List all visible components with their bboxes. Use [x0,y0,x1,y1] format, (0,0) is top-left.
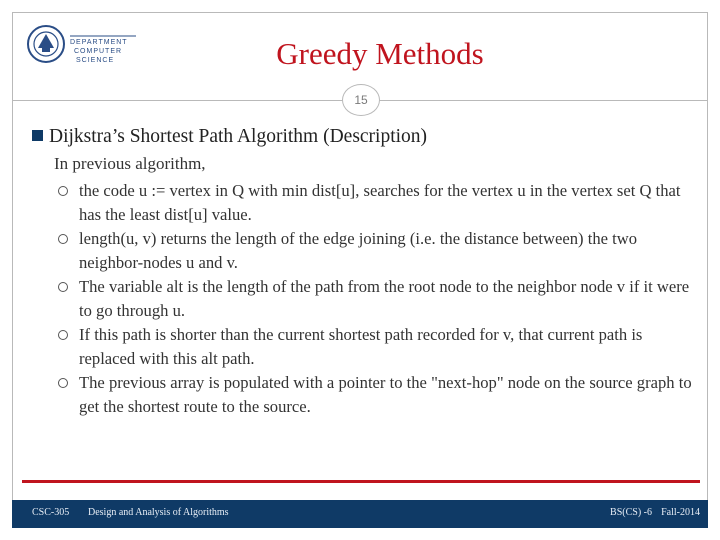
circle-bullet-icon [58,330,68,340]
bullet-item: The previous array is populated with a pointer to the "next-hop" node on the source graph to get the shortest route to the source. [56,371,692,419]
section-heading-text: Dijkstra’s Shortest Path Algorithm (Description) [49,126,428,147]
section-heading [32,126,427,148]
bullet-item: the code u := vertex in Q with min dist[u], searches for the vertex u in the vertex set Q that has the least dist[u] value. [56,179,692,227]
footer-term: Fall-2014 [661,507,700,518]
circle-bullet-icon [58,282,68,292]
bullet-item: length(u, v) returns the length of the edge joining (i.e. the distance between) the two neighbor-nodes u and v. [56,227,692,275]
svg-text:DEPARTMENT: DEPARTMENT [70,39,128,46]
footer-course-name: Design and Analysis of Algorithms [88,507,229,518]
circle-bullet-icon [58,378,68,388]
svg-text:SCIENCE: SCIENCE [76,57,115,64]
footer-divider [22,480,700,483]
circle-bullet-icon [58,234,68,244]
square-bullet-icon [32,130,43,141]
intro-text: In previous algorithm, [54,154,206,173]
slide-title: Greedy Methods [276,36,484,71]
footer-bar [12,500,708,528]
footer-course-code: CSC-305 [32,507,70,518]
bullet-list [56,179,692,419]
svg-text:COMPUTER: COMPUTER [74,48,123,55]
circle-bullet-icon [58,186,68,196]
bullet-item: The variable alt is the length of the path from the root node to the neighbor node v if it were to go through u. [56,275,692,323]
bullet-item: If this path is shorter than the current shortest path recorded for v, that current path is replaced with this alt path. [56,323,692,371]
page-number: 15 [342,84,380,116]
footer-program: BS(CS) -6 [610,507,652,518]
